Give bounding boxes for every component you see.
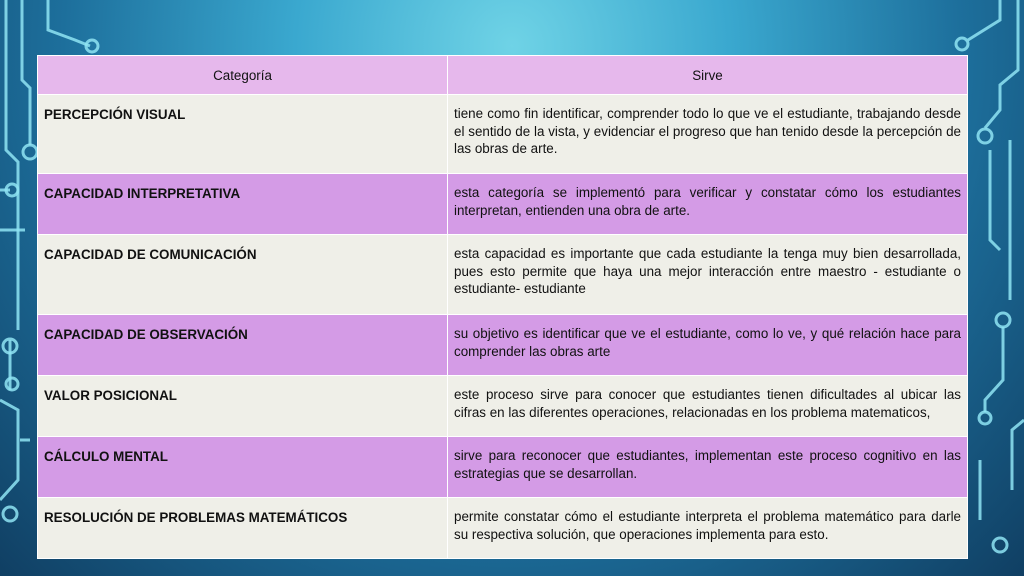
circuit-node	[979, 412, 991, 424]
description-cell: sirve para reconocer que estudiantes, implementan este proceso cognitivo en las estrategias que se desarrollan.	[448, 437, 968, 498]
circuit-trace	[990, 150, 1000, 250]
header-sirve: Sirve	[448, 56, 968, 95]
description-cell: esta categoría se implementó para verificar y constatar cómo los estudiantes interpretan, entienden una obra de arte.	[448, 174, 968, 235]
circuit-node	[3, 507, 17, 521]
circuit-trace	[0, 400, 18, 500]
circuit-trace	[985, 327, 1003, 412]
table-row	[38, 315, 968, 376]
category-table-container	[37, 55, 967, 542]
description-cell: permite constatar cómo el estudiante interpreta el problema matemático para darle su respectiva solución, que operaciones implementa para esto.	[448, 498, 968, 559]
description-cell: este proceso sirve para conocer que estudiantes tienen dificultades al ubicar las cifras en las diferentes operaciones, relacionadas en los problema matematicos,	[448, 376, 968, 437]
table-row	[38, 437, 968, 498]
table-row	[38, 376, 968, 437]
table-row	[38, 235, 968, 315]
category-table	[37, 55, 968, 559]
circuit-node	[6, 378, 18, 390]
category-cell: CAPACIDAD DE OBSERVACIÓN	[38, 315, 448, 376]
circuit-node	[23, 145, 37, 159]
category-cell: VALOR POSICIONAL	[38, 376, 448, 437]
circuit-trace	[6, 0, 18, 330]
circuit-trace	[1012, 420, 1024, 490]
table-row	[38, 174, 968, 235]
description-cell: su objetivo es identificar que ve el estudiante, como lo ve, y qué relación hace para comprender las obras arte	[448, 315, 968, 376]
category-cell: CÁLCULO MENTAL	[38, 437, 448, 498]
table-row	[38, 498, 968, 559]
category-cell: PERCEPCIÓN VISUAL	[38, 95, 448, 174]
circuit-trace	[968, 0, 1000, 40]
circuit-node	[996, 313, 1010, 327]
circuit-trace	[48, 0, 90, 46]
category-cell: CAPACIDAD DE COMUNICACIÓN	[38, 235, 448, 315]
circuit-trace	[22, 0, 30, 145]
category-cell: RESOLUCIÓN DE PROBLEMAS MATEMÁTICOS	[38, 498, 448, 559]
description-cell: esta capacidad es importante que cada estudiante la tenga muy bien desarrollada, pues esto permite que haya una mejor interacción entre maestro - estudiante o estudiante- estudiante	[448, 235, 968, 315]
circuit-node	[993, 538, 1007, 552]
table-header-row	[38, 56, 968, 95]
table-row	[38, 95, 968, 174]
circuit-node	[978, 129, 992, 143]
circuit-node	[956, 38, 968, 50]
header-categoria: Categoría	[38, 56, 448, 95]
description-cell: tiene como fin identificar, comprender todo lo que ve el estudiante, trabajando desde el sentido de la vista, y evidenciar el progreso que han tenido desde la percepción de las obras de arte.	[448, 95, 968, 174]
category-cell: CAPACIDAD INTERPRETATIVA	[38, 174, 448, 235]
